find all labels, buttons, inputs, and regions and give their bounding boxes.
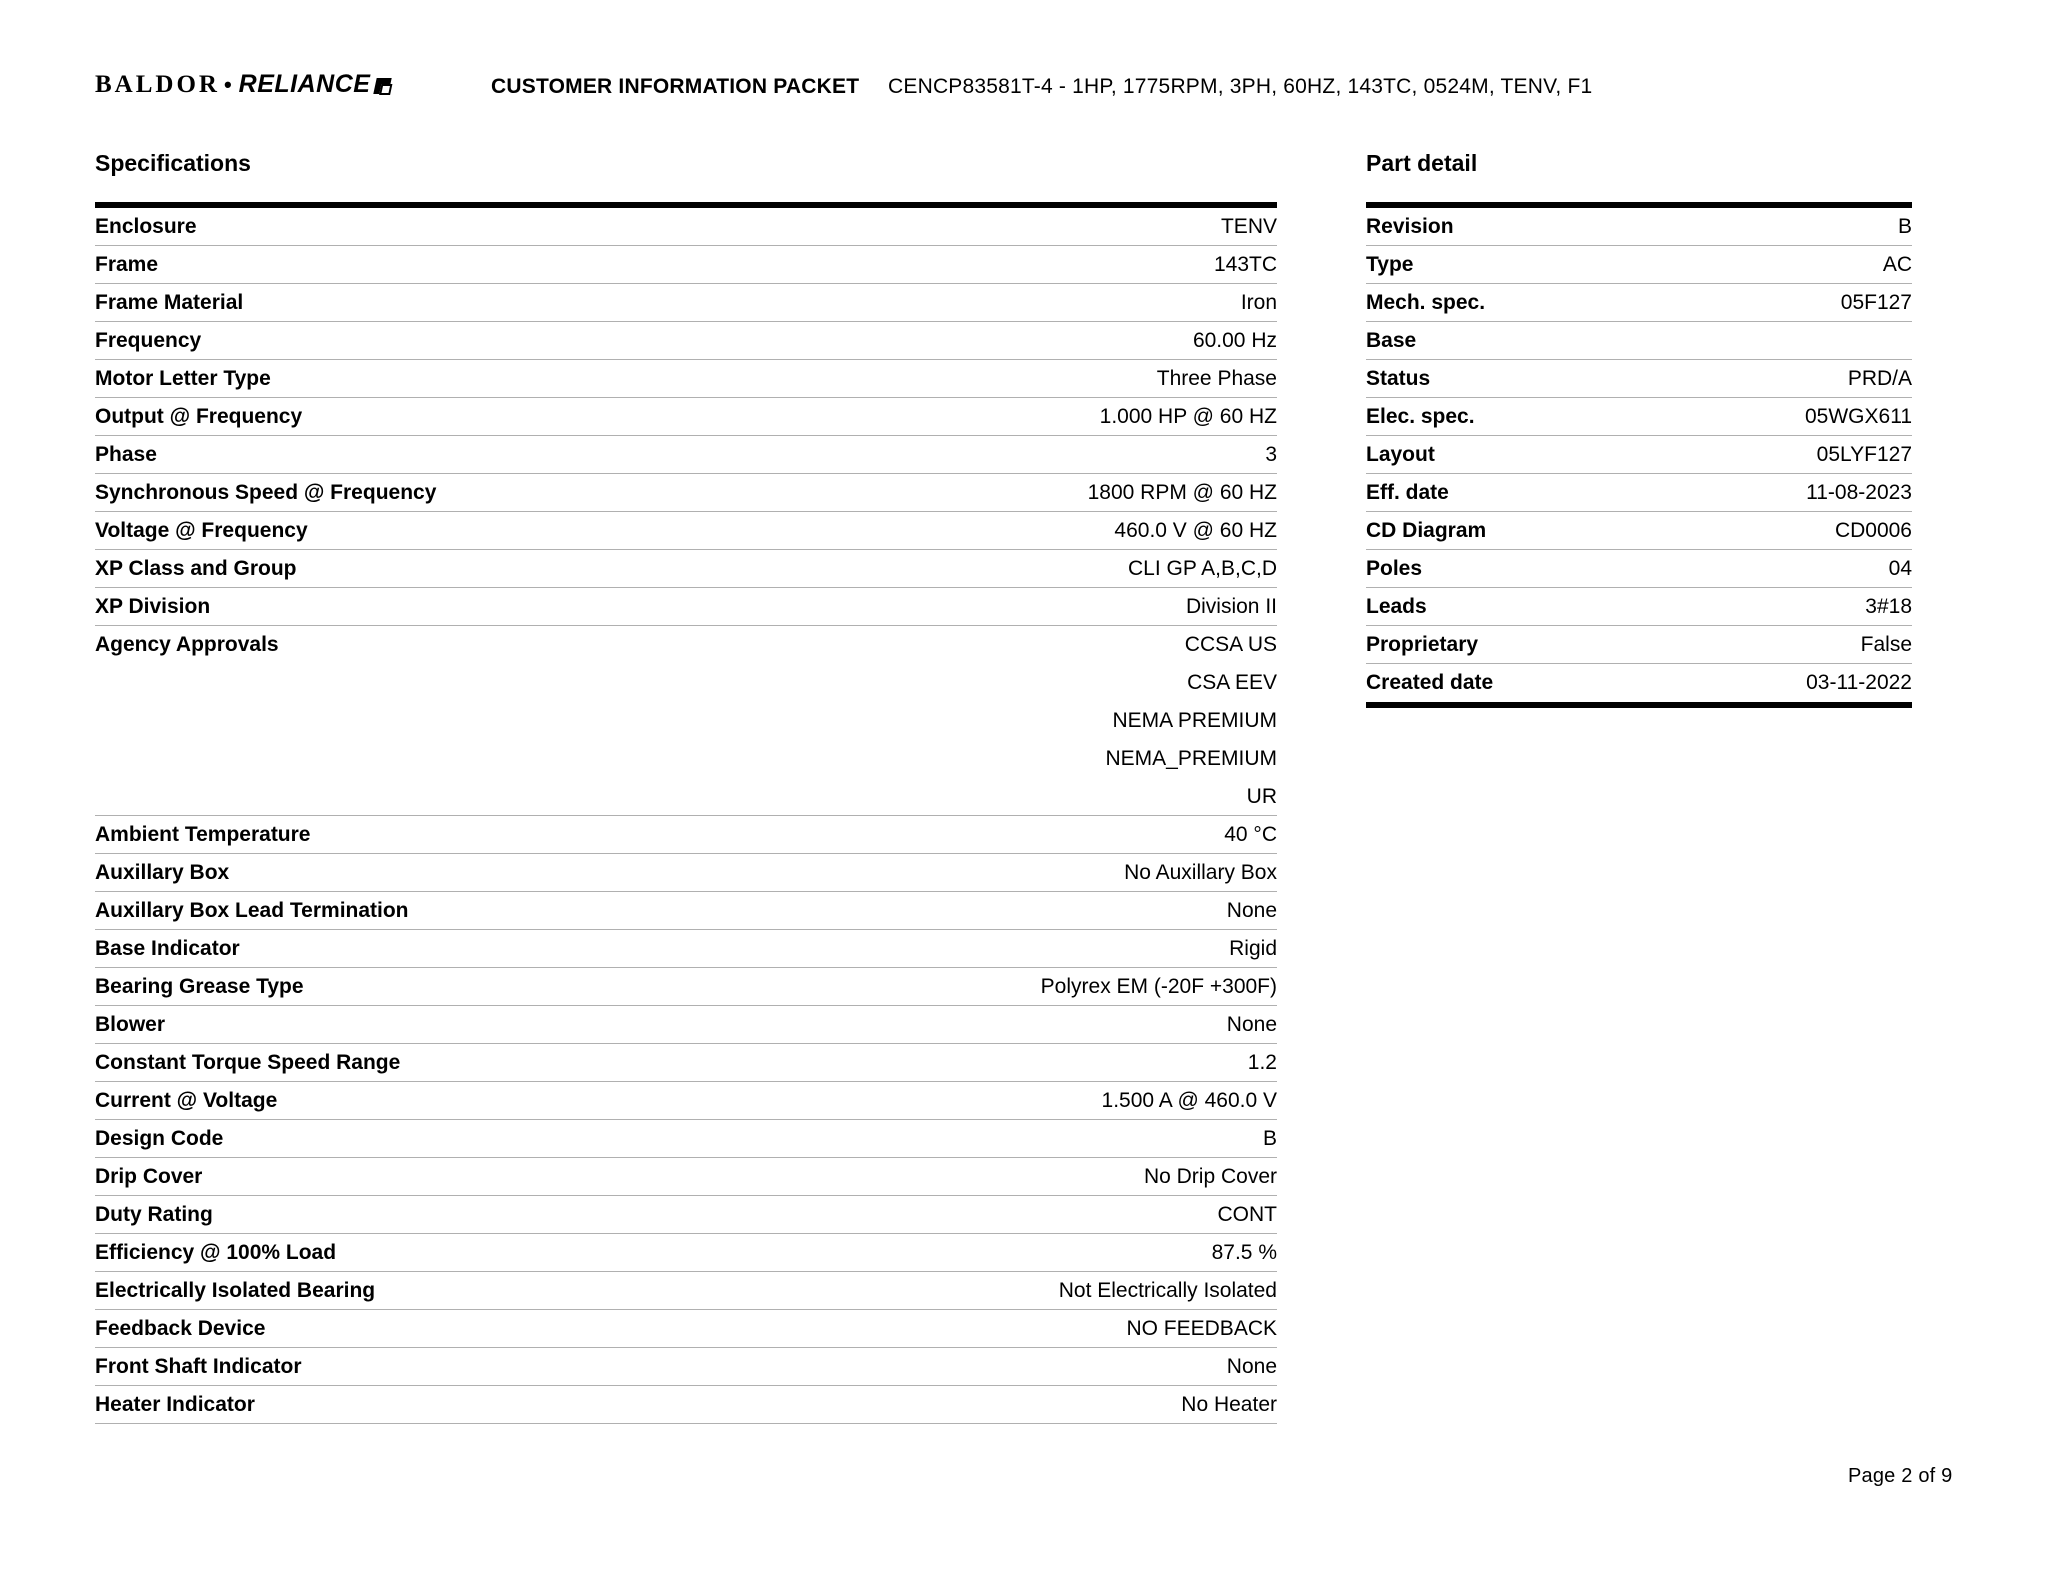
row-value: CLI GP A,B,C,D	[1128, 557, 1277, 580]
table-row	[1366, 322, 1912, 360]
table-row	[95, 1348, 1277, 1386]
table-row	[95, 284, 1277, 322]
row-label: Bearing Grease Type	[95, 975, 304, 998]
row-label: Phase	[95, 443, 157, 466]
row-value: No Auxillary Box	[1124, 861, 1277, 884]
row-value: False	[1860, 633, 1912, 656]
row-value: Three Phase	[1156, 367, 1277, 390]
table-row	[95, 1272, 1277, 1310]
row-label: Output @ Frequency	[95, 405, 303, 428]
table-row	[95, 626, 1277, 816]
row-label: Revision	[1366, 215, 1454, 238]
row-label: XP Class and Group	[95, 557, 297, 580]
row-value: NO FEEDBACK	[1126, 1317, 1277, 1340]
row-value: None	[1226, 1013, 1277, 1036]
row-value: None	[1226, 1355, 1277, 1378]
row-label: Synchronous Speed @ Frequency	[95, 481, 437, 504]
row-value: 05WGX611	[1805, 405, 1912, 428]
table-row	[1366, 246, 1912, 284]
row-label: Poles	[1366, 557, 1423, 580]
specifications-title: Specifications	[95, 150, 251, 176]
table-row	[95, 816, 1277, 854]
table-row	[95, 1006, 1277, 1044]
row-value: 1800 RPM @ 60 HZ	[1087, 481, 1277, 504]
row-label: Frame	[95, 253, 159, 276]
row-label: Heater Indicator	[95, 1393, 255, 1416]
specifications-table	[95, 202, 1277, 1424]
row-value: B	[1897, 215, 1912, 238]
row-value: No Drip Cover	[1143, 1165, 1277, 1188]
table-row	[95, 436, 1277, 474]
row-value: 460.0 V @ 60 HZ	[1114, 519, 1277, 542]
row-label: Frame Material	[95, 291, 244, 314]
row-value: Not Electrically Isolated	[1058, 1279, 1277, 1302]
specifications-section	[95, 150, 1277, 1424]
table-row	[95, 1082, 1277, 1120]
table-row	[1366, 474, 1912, 512]
row-label: CD Diagram	[1366, 519, 1487, 542]
table-row	[95, 968, 1277, 1006]
row-label: Electrically Isolated Bearing	[95, 1279, 376, 1302]
row-label: Frequency	[95, 329, 202, 352]
part-detail-title: Part detail	[1366, 150, 1478, 176]
row-label: Base Indicator	[95, 937, 240, 960]
table-row	[1366, 360, 1912, 398]
row-value: TENV	[1220, 215, 1277, 238]
table-row	[95, 512, 1277, 550]
table-row	[95, 1044, 1277, 1082]
row-label: Constant Torque Speed Range	[95, 1051, 401, 1074]
row-value: 3#18	[1865, 595, 1912, 618]
row-label: Front Shaft Indicator	[95, 1355, 302, 1378]
table-row	[1366, 626, 1912, 664]
row-value: AC	[1882, 253, 1912, 276]
row-value: 40 °C	[1224, 823, 1277, 846]
table-row	[95, 854, 1277, 892]
table-row	[95, 322, 1277, 360]
row-value: No Heater	[1181, 1393, 1277, 1416]
table-row	[1366, 284, 1912, 322]
document-title: CUSTOMER INFORMATION PACKET	[491, 75, 860, 98]
row-label: Auxillary Box	[95, 861, 230, 884]
row-label: Design Code	[95, 1127, 224, 1150]
row-value: 04	[1888, 557, 1912, 580]
table-row	[95, 588, 1277, 626]
brand-reliance-text: RELIANCE	[238, 70, 371, 98]
row-label: Agency Approvals	[95, 633, 279, 656]
page-number: Page 2 of 9	[1848, 1465, 1953, 1487]
row-value: 03-11-2022	[1806, 671, 1912, 694]
row-label: Mech. spec.	[1366, 291, 1486, 314]
row-value: 11-08-2023	[1806, 481, 1912, 504]
table-row	[95, 208, 1277, 246]
row-label: Eff. date	[1366, 481, 1449, 504]
table-row	[1366, 436, 1912, 474]
row-label: Duty Rating	[95, 1203, 213, 1226]
row-value: 143TC	[1213, 253, 1277, 276]
row-value: 1.000 HP @ 60 HZ	[1099, 405, 1277, 428]
table-row	[1366, 208, 1912, 246]
row-value: B	[1262, 1127, 1277, 1150]
row-label: Ambient Temperature	[95, 823, 311, 846]
table-row	[1366, 664, 1912, 702]
row-label: Voltage @ Frequency	[95, 519, 308, 542]
row-value: 60.00 Hz	[1192, 329, 1277, 352]
row-label: Layout	[1366, 443, 1435, 466]
brand-logo	[95, 70, 390, 99]
table-row	[1366, 550, 1912, 588]
trademark-square-icon	[374, 78, 392, 94]
row-value: Rigid	[1229, 937, 1277, 960]
row-value: Polyrex EM (-20F +300F)	[1040, 975, 1277, 998]
table-row	[1366, 398, 1912, 436]
brand-baldor-text: BALDOR	[95, 70, 220, 98]
table-row	[95, 360, 1277, 398]
row-value: Division II	[1185, 595, 1277, 618]
row-value: 3	[1265, 443, 1277, 466]
part-detail-section	[1366, 150, 1912, 708]
row-value: 87.5 %	[1211, 1241, 1277, 1264]
row-label: Status	[1366, 367, 1431, 390]
row-label: Auxillary Box Lead Termination	[95, 899, 409, 922]
row-label: Motor Letter Type	[95, 367, 271, 390]
row-label: Created date	[1366, 671, 1494, 694]
table-row	[95, 398, 1277, 436]
table-row	[95, 1120, 1277, 1158]
row-label: Feedback Device	[95, 1317, 266, 1340]
table-row	[95, 892, 1277, 930]
brand-separator-dot: •	[223, 71, 232, 97]
row-value: PRD/A	[1847, 367, 1912, 390]
row-label: Enclosure	[95, 215, 197, 238]
row-label: Blower	[95, 1013, 166, 1036]
row-value: None	[1226, 899, 1277, 922]
row-value: CCSA US CSA EEV NEMA PREMIUM NEMA_PREMIUM UR	[1105, 633, 1277, 808]
table-row	[95, 1196, 1277, 1234]
row-label: Drip Cover	[95, 1165, 203, 1188]
row-label: Type	[1366, 253, 1414, 276]
table-row	[95, 1234, 1277, 1272]
table-row	[95, 1158, 1277, 1196]
table-row	[1366, 588, 1912, 626]
row-label: Base	[1366, 329, 1417, 352]
table-row	[95, 930, 1277, 968]
row-label: Efficiency @ 100% Load	[95, 1241, 337, 1264]
row-value: CONT	[1217, 1203, 1277, 1226]
row-label: Elec. spec.	[1366, 405, 1475, 428]
row-value: 1.500 A @ 460.0 V	[1101, 1089, 1277, 1112]
row-label: Current @ Voltage	[95, 1089, 278, 1112]
row-value: Iron	[1240, 291, 1277, 314]
row-label: Leads	[1366, 595, 1427, 618]
row-value: 05LYF127	[1816, 443, 1912, 466]
table-row	[95, 1310, 1277, 1348]
table-row	[1366, 512, 1912, 550]
table-row	[95, 550, 1277, 588]
row-label: Proprietary	[1366, 633, 1479, 656]
table-row	[95, 1386, 1277, 1424]
row-value: CD0006	[1834, 519, 1912, 542]
part-detail-table	[1366, 202, 1912, 708]
table-row	[95, 246, 1277, 284]
part-description: CENCP83581T-4 - 1HP, 1775RPM, 3PH, 60HZ, 143TC, 0524M, TENV, F1	[888, 75, 1593, 98]
table-row	[95, 474, 1277, 512]
row-value: 05F127	[1840, 291, 1912, 314]
row-label: XP Division	[95, 595, 211, 618]
row-value: 1.2	[1247, 1051, 1277, 1074]
